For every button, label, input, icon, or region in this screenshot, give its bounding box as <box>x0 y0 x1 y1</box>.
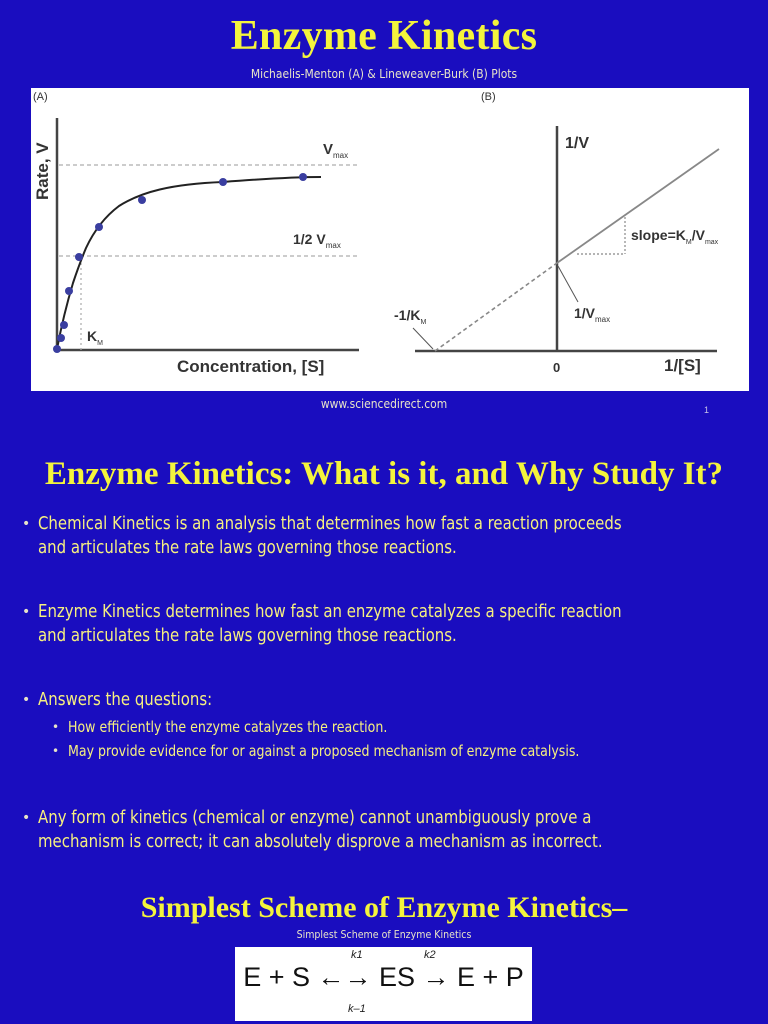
slope-label: $slope=K_M/V_{max}$ <box>631 227 719 246</box>
bullet-icon: • <box>52 744 60 758</box>
bullet-text-line: and articulates the rate laws governing those reactions. <box>38 625 457 646</box>
section-title: Enzyme Kinetics: What is it, and Why Study It? <box>44 456 724 492</box>
reaction-scheme <box>235 947 532 1021</box>
regression-line <box>557 149 719 263</box>
bullet-icon: • <box>52 720 60 734</box>
rate-constant-k-minus1: k–1 <box>348 1003 366 1015</box>
bullet-text-line: Any form of kinetics (chemical or enzyme) cannot unambiguously prove a <box>38 807 592 828</box>
y-axis-label: Rate, V <box>33 142 52 200</box>
rate-constant-k2: k2 <box>424 949 436 961</box>
panel-label-a: (A) <box>33 91 48 103</box>
data-points <box>53 173 307 353</box>
vmax-label: $V_{max}$ <box>323 141 349 160</box>
neg-inv-km-label: $-1/K_M$ <box>394 307 427 326</box>
intercept-pointer <box>558 266 578 302</box>
scheme-caption: Simplest Scheme of Enzyme Kinetics <box>296 928 472 941</box>
x-intercept-pointer <box>413 328 433 349</box>
source-credit: www.sciencedirect.com <box>320 396 448 411</box>
scheme-title: Simplest Scheme of Enzyme Kinetics– <box>140 891 628 924</box>
x-axis-label: Concentration, [S] <box>177 357 325 376</box>
half-vmax-label: 1/2 $V_{max}$ <box>293 231 341 250</box>
inv-vmax-label: $1/V_{max}$ <box>574 305 611 324</box>
bullet-icon: • <box>22 810 31 826</box>
bullet-icon: • <box>22 516 31 532</box>
extrapolation-line <box>435 263 557 351</box>
saturation-curve <box>57 177 321 349</box>
bullet-icon: • <box>22 692 31 708</box>
rate-constant-k1: k1 <box>351 949 363 961</box>
bullet-text-line: Chemical Kinetics is an analysis that determines how fast a reaction proceeds <box>38 513 622 534</box>
bullet-text-line: mechanism is correct; it can absolutely disprove a mechanism as incorrect. <box>38 831 603 852</box>
x-tick-zero: 0 <box>553 360 561 375</box>
lineweaver-burk-plot <box>394 91 719 375</box>
bullet-icon: • <box>22 604 31 620</box>
slide-number: 1 <box>704 405 710 415</box>
kinetics-figure <box>31 88 749 391</box>
bullet-text-line: Answers the questions: <box>38 689 213 710</box>
michaelis-menten-plot <box>33 91 359 376</box>
bullet-text-line: Enzyme Kinetics determines how fast an enzyme catalyzes a specific reaction <box>38 601 622 622</box>
y-axis-label: 1/V <box>565 135 590 152</box>
bullet-text-line: May provide evidence for or against a proposed mechanism of enzyme catalysis. <box>68 742 580 760</box>
figure-caption: Michaelis-Menton (A) & Lineweaver-Burk (B) Plots <box>250 66 518 81</box>
slide-title: Enzyme Kinetics <box>230 13 538 59</box>
x-axis-label: 1/[S] <box>664 356 701 375</box>
reaction-equation: E + S ←→ ES → E + P <box>243 962 524 992</box>
km-label: $K_M$ <box>87 328 103 347</box>
bullet-text-line: and articulates the rate laws governing those reactions. <box>38 537 457 558</box>
bullet-text-line: How efficiently the enzyme catalyzes the reaction. <box>68 718 388 736</box>
kinetics-plots-svg <box>31 88 749 391</box>
panel-label-b: (B) <box>481 91 496 103</box>
